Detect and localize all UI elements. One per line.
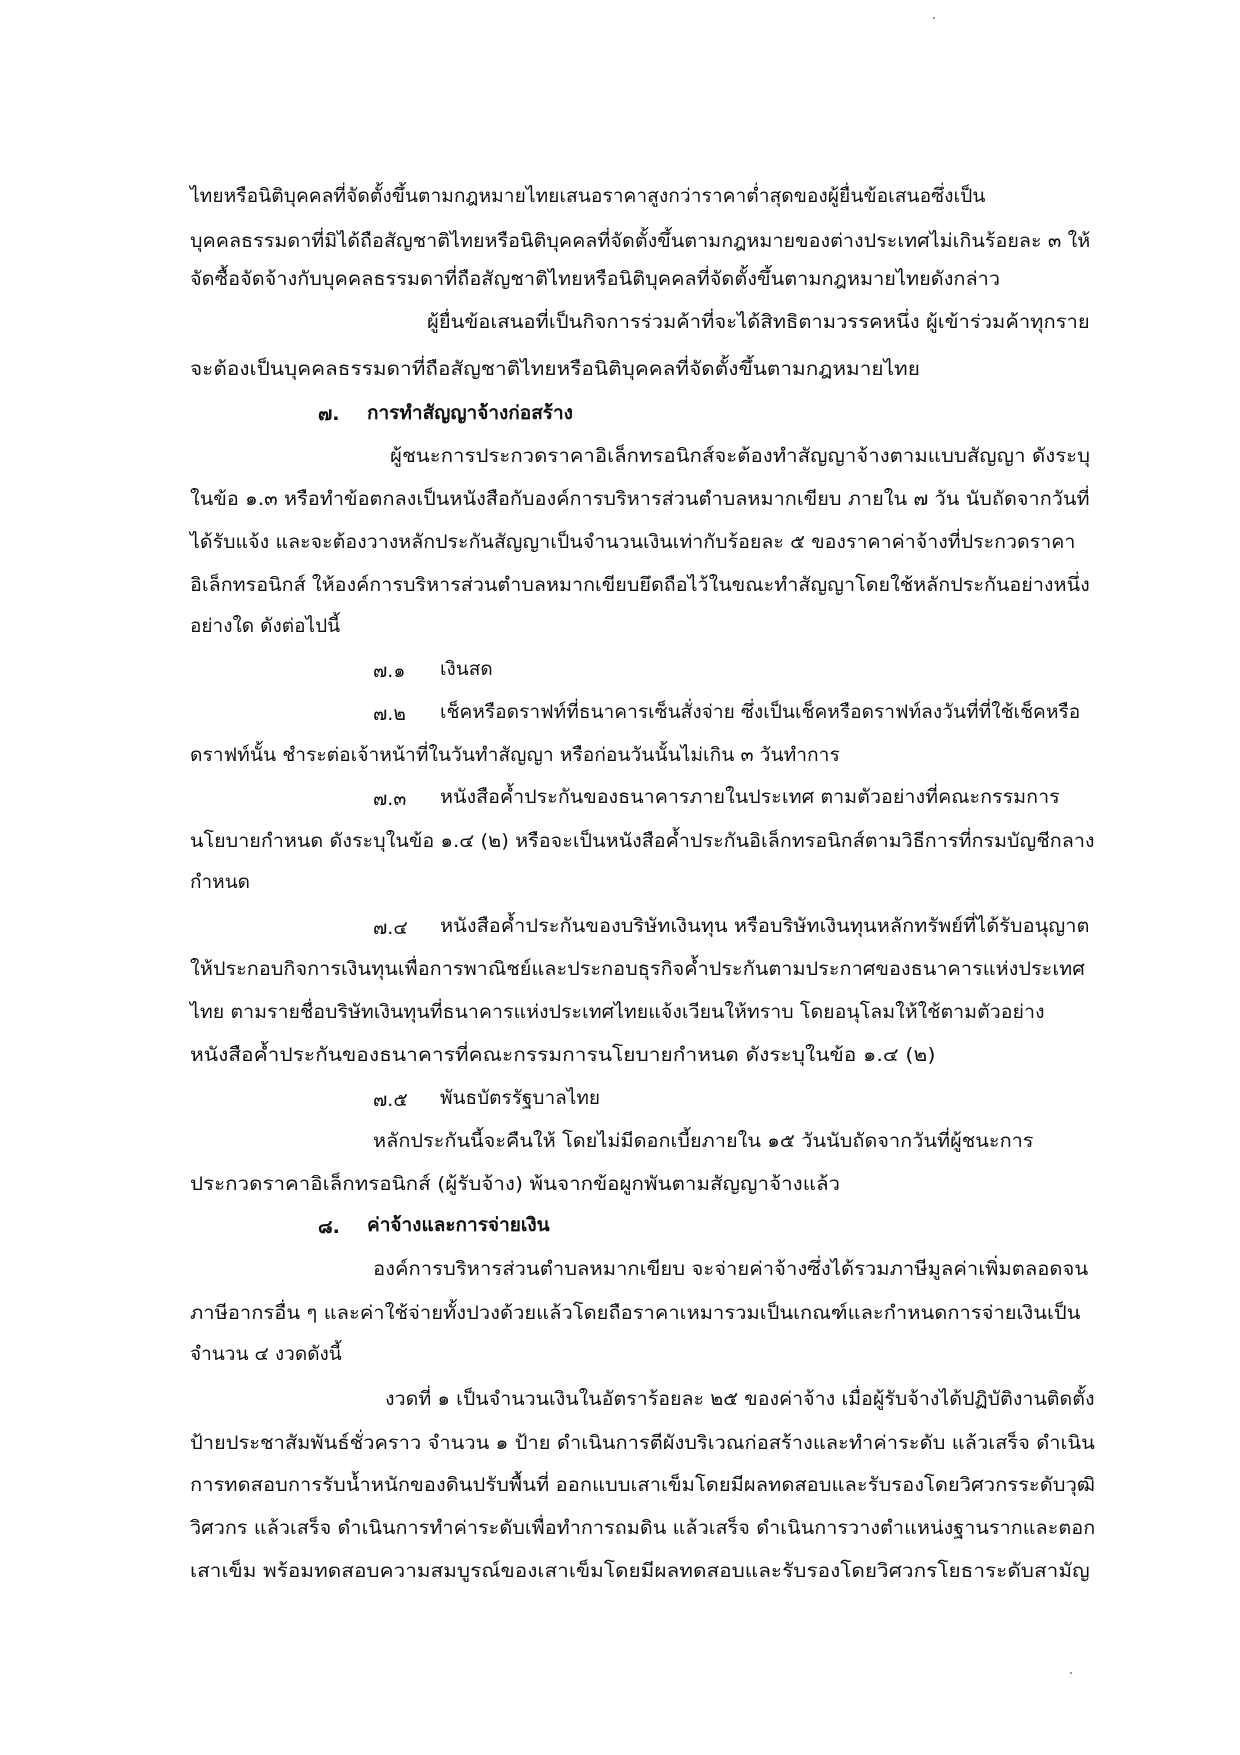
body-line: ผู้ชนะการประกวดราคาอิเล็กทรอนิกส์จะต้องทำสัญญาจ้างตามแบบสัญญา ดังระบุ xyxy=(390,445,1091,467)
body-line: ในข้อ ๑.๓ หรือทำข้อตกลงเป็นหนังสือกับองค์การบริหารส่วนตำบลหมากเขียบ ภายใน ๗ วัน นับถัดจากวันที่ xyxy=(190,488,1090,510)
item-7-1-number: ๗.๑ xyxy=(373,660,406,682)
body-line: วิศวกร แล้วเสร็จ ดำเนินการทำค่าระดับเพื่อทำการถมดิน แล้วเสร็จ ดำเนินการวางตำแหน่งฐานรากและตอก xyxy=(190,1517,1096,1539)
section-7-number: ๗. xyxy=(318,403,340,425)
body-line: องค์การบริหารส่วนตำบลหมากเขียบ จะจ่ายค่าจ้างซึ่งได้รวมภาษีมูลค่าเพิ่มตลอดจน xyxy=(373,1258,1089,1280)
body-line: หนังสือค้ำประกันของบริษัทเงินทุน หรือบริษัทเงินทุนหลักทรัพย์ที่ได้รับอนุญาต xyxy=(440,915,1090,937)
item-7-5-number: ๗.๕ xyxy=(373,1089,408,1111)
body-line: ประกวดราคาอิเล็กทรอนิกส์ (ผู้รับจ้าง) พ้นจากข้อผูกพันตามสัญญาจ้างแล้ว xyxy=(190,1173,841,1195)
body-line: หนังสือค้ำประกันของธนาคารที่คณะกรรมการนโยบายกำหนด ดังระบุในข้อ ๑.๔ (๒) xyxy=(190,1044,936,1066)
scan-speck xyxy=(1070,1672,1072,1674)
body-line: จัดซื้อจัดจ้างกับบุคคลธรรมดาที่ถือสัญชาติไทยหรือนิติบุคคลที่จัดตั้งขึ้นตามกฎหมายไทยดังกล่าว xyxy=(190,268,1001,290)
body-line: ป้ายประชาสัมพันธ์ชั่วคราว จำนวน ๑ ป้าย ดำเนินการตีผังบริเวณก่อสร้างและทำค่าระดับ แล้วเสร็จ ดำเนิน xyxy=(190,1432,1095,1454)
body-line: ไทยหรือนิติบุคคลที่จัดตั้งขึ้นตามกฎหมายไทยเสนอราคาสูงกว่าราคาต่ำสุดของผู้ยื่นข้อเสนอซึ่งเป็น xyxy=(190,185,986,207)
body-line: ไทย ตามรายชื่อบริษัทเงินทุนที่ธนาคารแห่งประเทศไทยแจ้งเวียนให้ทราบ โดยอนุโลมให้ใช้ตามตัวอย่าง xyxy=(190,1001,1045,1023)
body-line: จำนวน ๔ งวดดังนี้ xyxy=(190,1343,342,1365)
body-line: เช็คหรือดราฟท์ที่ธนาคารเซ็นสั่งจ่าย ซึ่งเป็นเช็คหรือดราฟท์ลงวันที่ที่ใช้เช็คหรือ xyxy=(440,701,1081,723)
body-line: นโยบายกำหนด ดังระบุในข้อ ๑.๔ (๒) หรือจะเป็นหนังสือค้ำประกันอิเล็กทรอนิกส์ตามวิธีการที่กรมบัญชีกลาง xyxy=(190,830,1095,852)
item-7-3-number: ๗.๓ xyxy=(373,788,407,810)
body-line: จะต้องเป็นบุคคลธรรมดาที่ถือสัญชาติไทยหรือนิติบุคคลที่จัดตั้งขึ้นตามกฎหมายไทย xyxy=(190,358,920,380)
scan-speck xyxy=(933,17,935,19)
body-line: ให้ประกอบกิจการเงินทุนเพื่อการพาณิชย์และประกอบธุรกิจค้ำประกันตามประกาศของธนาคารแห่งประเทศ xyxy=(190,958,1085,980)
body-line: เสาเข็ม พร้อมทดสอบความสมบูรณ์ของเสาเข็มโดยมีผลทดสอบและรับรองโดยวิศวกรโยธาระดับสามัญ xyxy=(190,1560,1090,1582)
body-line: ภาษีอากรอื่น ๆ และค่าใช้จ่ายทั้งปวงด้วยแล้วโดยถือราคาเหมารวมเป็นเกณฑ์และกำหนดการจ่ายเงินเป็น xyxy=(190,1302,1081,1324)
body-line: ผู้ยื่นข้อเสนอที่เป็นกิจการร่วมค้าที่จะได้สิทธิตามวรรคหนึ่ง ผู้เข้าร่วมค้าทุกราย xyxy=(427,311,1090,333)
section-7-title: การทำสัญญาจ้างก่อสร้าง xyxy=(367,402,573,424)
body-line: หลักประกันนี้จะคืนให้ โดยไม่มีดอกเบี้ยภายใน ๑๕ วันนับถัดจากวันที่ผู้ชนะการ xyxy=(373,1130,1034,1152)
item-7-2-number: ๗.๒ xyxy=(373,703,406,725)
item-7-4-number: ๗.๔ xyxy=(373,917,408,939)
body-line: อย่างใด ดังต่อไปนี้ xyxy=(190,615,341,637)
item-7-1-text: เงินสด xyxy=(440,658,493,680)
body-line: อิเล็กทรอนิกส์ ให้องค์การบริหารส่วนตำบลหมากเขียบยึดถือไว้ในขณะทำสัญญาโดยใช้หลักประกันอย่างหนึ่ง xyxy=(190,574,1090,596)
body-line: หนังสือค้ำประกันของธนาคารภายในประเทศ ตามตัวอย่างที่คณะกรรมการ xyxy=(440,786,1060,808)
body-line: กำหนด xyxy=(190,871,251,893)
body-line: การทดสอบการรับน้ำหนักของดินปรับพื้นที่ ออกแบบเสาเข็มโดยมีผลทดสอบและรับรองโดยวิศวกรระดับวุฒิ xyxy=(190,1474,1096,1496)
item-7-5-text: พันธบัตรรัฐบาลไทย xyxy=(440,1087,600,1109)
section-8-number: ๘. xyxy=(318,1216,340,1238)
body-line: ได้รับแจ้ง และจะต้องวางหลักประกันสัญญาเป็นจำนวนเงินเท่ากับร้อยละ ๕ ของราคาค่าจ้างที่ประกวดราคา xyxy=(190,531,1076,553)
body-line: งวดที่ ๑ เป็นจำนวนเงินในอัตราร้อยละ ๒๕ ของค่าจ้าง เมื่อผู้รับจ้างได้ปฏิบัติงานติดตั้ง xyxy=(385,1388,1095,1410)
body-line: บุคคลธรรมดาที่มิได้ถือสัญชาติไทยหรือนิติบุคคลที่จัดตั้งขึ้นตามกฎหมายของต่างประเทศไม่เกินร้อยละ ๓ ให้ xyxy=(190,230,1091,252)
section-8-title: ค่าจ้างและการจ่ายเงิน xyxy=(367,1214,550,1236)
body-line: ดราฟท์นั้น ชำระต่อเจ้าหน้าที่ในวันทำสัญญา หรือก่อนวันนั้นไม่เกิน ๓ วันทำการ xyxy=(190,744,840,766)
